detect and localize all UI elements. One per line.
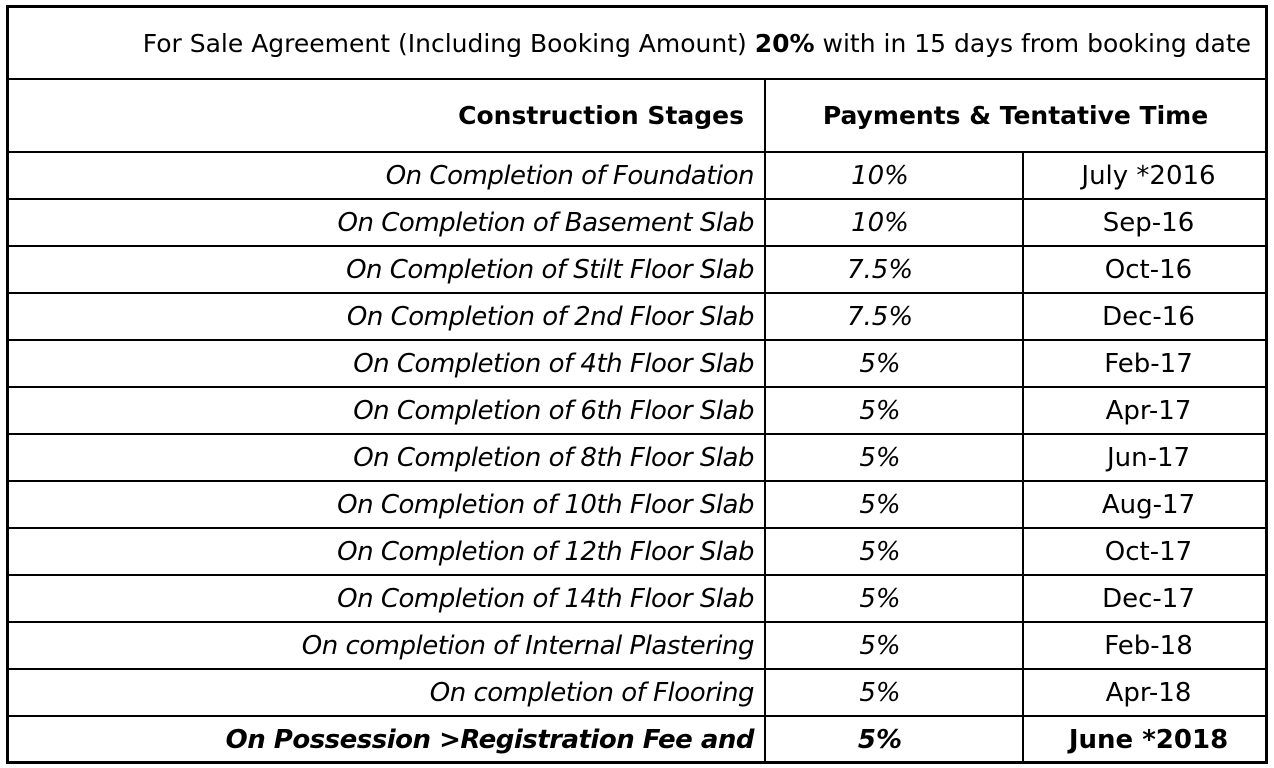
stage-cell: On completion of Internal Plastering [9,622,765,669]
stage-cell: On Completion of 2nd Floor Slab [9,293,765,340]
table-row [9,152,1265,199]
table-row [9,481,1265,528]
table-row [9,199,1265,246]
table-row [9,387,1265,434]
table-row [9,622,1265,669]
stage-cell: On Completion of 6th Floor Slab [9,387,765,434]
stage-cell: On completion of Flooring [9,669,765,716]
payment-cell: 10% [765,199,1023,246]
header-payments-time: Payments & Tentative Time [765,79,1265,152]
table-row [9,528,1265,575]
payment-plan-table [9,8,1265,762]
payment-cell: 5% [765,669,1023,716]
time-cell: Feb-18 [1023,622,1265,669]
table-header-row [9,79,1265,152]
booking-note-suffix: with in 15 days from booking date [814,28,1252,58]
payment-cell: 7.5% [765,246,1023,293]
table-row [9,575,1265,622]
payment-cell: 5% [765,340,1023,387]
stage-cell: On Completion of 10th Floor Slab [9,481,765,528]
stage-cell: On Completion of 14th Floor Slab [9,575,765,622]
table-row-final [9,716,1265,762]
time-cell: Jun-17 [1023,434,1265,481]
time-cell: Aug-17 [1023,481,1265,528]
header-construction-stages: Construction Stages [9,79,765,152]
stage-cell: On Completion of Basement Slab [9,199,765,246]
booking-note-row [9,8,1265,79]
payment-plan-table-frame [6,5,1268,764]
table-row [9,293,1265,340]
payment-cell: 10% [765,152,1023,199]
time-cell: Sep-16 [1023,199,1265,246]
stage-cell: On Completion of 8th Floor Slab [9,434,765,481]
table-row [9,340,1265,387]
payment-cell: 5% [765,387,1023,434]
payment-cell: 5% [765,481,1023,528]
time-cell: Apr-18 [1023,669,1265,716]
time-cell: Oct-17 [1023,528,1265,575]
payment-cell: 5% [765,434,1023,481]
time-cell: June *2018 [1023,716,1265,762]
stage-cell: On Completion of 12th Floor Slab [9,528,765,575]
time-cell: July *2016 [1023,152,1265,199]
booking-note [9,8,1265,79]
time-cell: Oct-16 [1023,246,1265,293]
stage-cell: On Completion of 4th Floor Slab [9,340,765,387]
time-cell: Dec-16 [1023,293,1265,340]
payment-cell: 7.5% [765,293,1023,340]
time-cell: Feb-17 [1023,340,1265,387]
table-row [9,669,1265,716]
stage-cell: On Completion of Foundation [9,152,765,199]
table-row [9,434,1265,481]
table-row [9,246,1265,293]
payment-cell: 5% [765,716,1023,762]
time-cell: Apr-17 [1023,387,1265,434]
stage-cell: On Completion of Stilt Floor Slab [9,246,765,293]
booking-note-prefix: For Sale Agreement (Including Booking Amount) [142,28,755,58]
payment-cell: 5% [765,575,1023,622]
time-cell: Dec-17 [1023,575,1265,622]
stage-cell: On Possession >Registration Fee and [9,716,765,762]
payment-cell: 5% [765,622,1023,669]
booking-note-percent: 20% [754,28,815,58]
payment-cell: 5% [765,528,1023,575]
